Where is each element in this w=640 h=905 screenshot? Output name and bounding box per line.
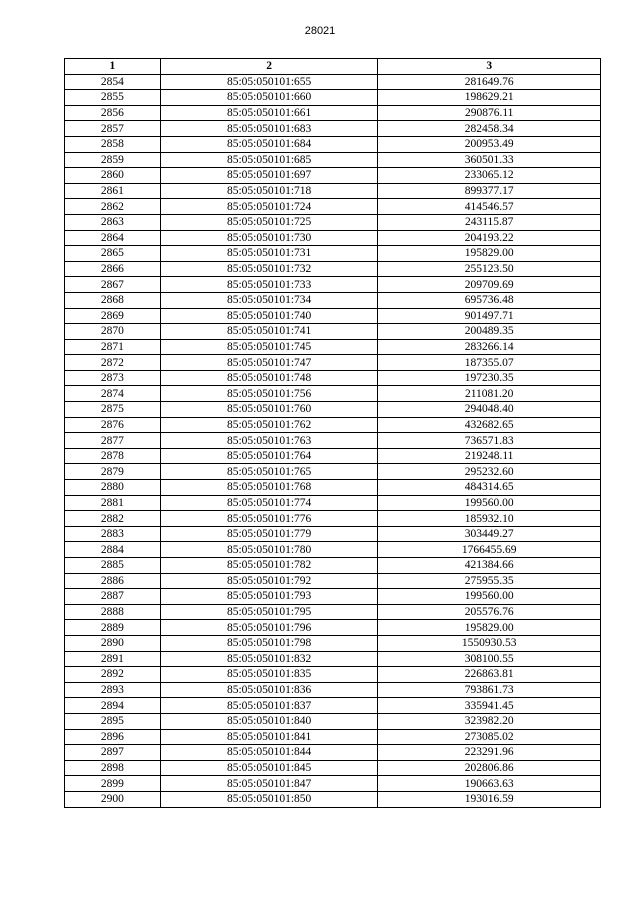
value-cell: 295232.60: [378, 464, 601, 480]
row-number-cell: 2897: [65, 745, 161, 761]
row-number-cell: 2870: [65, 324, 161, 340]
value-cell: 484314.65: [378, 480, 601, 496]
table-row: [65, 682, 601, 698]
table-row: [65, 74, 601, 90]
value-cell: 899377.17: [378, 183, 601, 199]
cadastral-number-cell: 85:05:050101:730: [160, 230, 378, 246]
table-row: [65, 558, 601, 574]
row-number-cell: 2878: [65, 448, 161, 464]
value-cell: 323982.20: [378, 713, 601, 729]
row-number-cell: 2867: [65, 277, 161, 293]
table-row: [65, 542, 601, 558]
cadastral-number-cell: 85:05:050101:731: [160, 246, 378, 262]
value-cell: 290876.11: [378, 105, 601, 121]
cadastral-number-cell: 85:05:050101:740: [160, 308, 378, 324]
value-cell: 421384.66: [378, 558, 601, 574]
cadastral-number-cell: 85:05:050101:782: [160, 558, 378, 574]
table-row: [65, 448, 601, 464]
table-row: [65, 620, 601, 636]
value-cell: 202806.86: [378, 760, 601, 776]
table-row: [65, 480, 601, 496]
table-row: [65, 791, 601, 807]
table-row: [65, 698, 601, 714]
table-row: [65, 760, 601, 776]
value-cell: 198629.21: [378, 90, 601, 106]
cadastral-number-cell: 85:05:050101:732: [160, 261, 378, 277]
row-number-cell: 2894: [65, 698, 161, 714]
row-number-cell: 2865: [65, 246, 161, 262]
value-cell: 335941.45: [378, 698, 601, 714]
cadastral-number-cell: 85:05:050101:835: [160, 667, 378, 683]
cadastral-number-cell: 85:05:050101:724: [160, 199, 378, 215]
value-cell: 223291.96: [378, 745, 601, 761]
cadastral-number-cell: 85:05:050101:844: [160, 745, 378, 761]
cadastral-number-cell: 85:05:050101:795: [160, 604, 378, 620]
value-cell: 294048.40: [378, 402, 601, 418]
column-header-2: 2: [160, 59, 378, 75]
value-cell: 360501.33: [378, 152, 601, 168]
value-cell: 1766455.69: [378, 542, 601, 558]
cadastral-number-cell: 85:05:050101:734: [160, 292, 378, 308]
table-row: [65, 464, 601, 480]
row-number-cell: 2876: [65, 417, 161, 433]
row-number-cell: 2873: [65, 370, 161, 386]
value-cell: 281649.76: [378, 74, 601, 90]
row-number-cell: 2868: [65, 292, 161, 308]
data-table: [64, 58, 601, 808]
row-number-cell: 2889: [65, 620, 161, 636]
row-number-cell: 2860: [65, 168, 161, 184]
table-row: [65, 183, 601, 199]
value-cell: 275955.35: [378, 573, 601, 589]
cadastral-number-cell: 85:05:050101:684: [160, 136, 378, 152]
value-cell: 190663.63: [378, 776, 601, 792]
table-body: [65, 74, 601, 807]
value-cell: 205576.76: [378, 604, 601, 620]
value-cell: 185932.10: [378, 511, 601, 527]
table-row: [65, 745, 601, 761]
row-number-cell: 2892: [65, 667, 161, 683]
value-cell: 303449.27: [378, 526, 601, 542]
value-cell: 308100.55: [378, 651, 601, 667]
row-number-cell: 2858: [65, 136, 161, 152]
row-number-cell: 2882: [65, 511, 161, 527]
table-row: [65, 214, 601, 230]
cadastral-number-cell: 85:05:050101:798: [160, 635, 378, 651]
value-cell: 432682.65: [378, 417, 601, 433]
cadastral-number-cell: 85:05:050101:756: [160, 386, 378, 402]
value-cell: 695736.48: [378, 292, 601, 308]
table-row: [65, 729, 601, 745]
cadastral-number-cell: 85:05:050101:780: [160, 542, 378, 558]
cadastral-number-cell: 85:05:050101:718: [160, 183, 378, 199]
table-row: [65, 417, 601, 433]
row-number-cell: 2885: [65, 558, 161, 574]
row-number-cell: 2900: [65, 791, 161, 807]
cadastral-number-cell: 85:05:050101:747: [160, 355, 378, 371]
cadastral-number-cell: 85:05:050101:763: [160, 433, 378, 449]
value-cell: 200489.35: [378, 324, 601, 340]
table-row: [65, 90, 601, 106]
value-cell: 187355.07: [378, 355, 601, 371]
table-row: [65, 324, 601, 340]
row-number-cell: 2881: [65, 495, 161, 511]
table-row: [65, 402, 601, 418]
cadastral-number-cell: 85:05:050101:836: [160, 682, 378, 698]
table-row: [65, 292, 601, 308]
row-number-cell: 2891: [65, 651, 161, 667]
table-row: [65, 713, 601, 729]
table-row: [65, 604, 601, 620]
column-header-1: 1: [65, 59, 161, 75]
row-number-cell: 2887: [65, 589, 161, 605]
row-number-cell: 2857: [65, 121, 161, 137]
table-row: [65, 776, 601, 792]
row-number-cell: 2896: [65, 729, 161, 745]
row-number-cell: 2866: [65, 261, 161, 277]
row-number-cell: 2871: [65, 339, 161, 355]
table-header-row: [65, 59, 601, 75]
value-cell: 901497.71: [378, 308, 601, 324]
value-cell: 209709.69: [378, 277, 601, 293]
cadastral-number-cell: 85:05:050101:660: [160, 90, 378, 106]
table-row: [65, 246, 601, 262]
value-cell: 200953.49: [378, 136, 601, 152]
row-number-cell: 2874: [65, 386, 161, 402]
value-cell: 255123.50: [378, 261, 601, 277]
row-number-cell: 2862: [65, 199, 161, 215]
table-row: [65, 526, 601, 542]
cadastral-number-cell: 85:05:050101:764: [160, 448, 378, 464]
table-row: [65, 230, 601, 246]
row-number-cell: 2899: [65, 776, 161, 792]
cadastral-number-cell: 85:05:050101:837: [160, 698, 378, 714]
row-number-cell: 2890: [65, 635, 161, 651]
cadastral-number-cell: 85:05:050101:683: [160, 121, 378, 137]
cadastral-number-cell: 85:05:050101:748: [160, 370, 378, 386]
value-cell: 193016.59: [378, 791, 601, 807]
value-cell: 736571.83: [378, 433, 601, 449]
cadastral-number-cell: 85:05:050101:745: [160, 339, 378, 355]
cadastral-number-cell: 85:05:050101:661: [160, 105, 378, 121]
table-row: [65, 511, 601, 527]
table-row: [65, 495, 601, 511]
value-cell: 211081.20: [378, 386, 601, 402]
table-row: [65, 355, 601, 371]
table-row: [65, 121, 601, 137]
cadastral-number-cell: 85:05:050101:765: [160, 464, 378, 480]
value-cell: 273085.02: [378, 729, 601, 745]
row-number-cell: 2888: [65, 604, 161, 620]
table-row: [65, 589, 601, 605]
value-cell: 197230.35: [378, 370, 601, 386]
row-number-cell: 2869: [65, 308, 161, 324]
row-number-cell: 2856: [65, 105, 161, 121]
page-number: 28021: [304, 25, 336, 37]
cadastral-number-cell: 85:05:050101:685: [160, 152, 378, 168]
cadastral-number-cell: 85:05:050101:841: [160, 729, 378, 745]
cadastral-number-cell: 85:05:050101:733: [160, 277, 378, 293]
value-cell: 243115.87: [378, 214, 601, 230]
table-row: [65, 651, 601, 667]
table-row: [65, 199, 601, 215]
value-cell: 283266.14: [378, 339, 601, 355]
table-row: [65, 635, 601, 651]
row-number-cell: 2864: [65, 230, 161, 246]
row-number-cell: 2893: [65, 682, 161, 698]
row-number-cell: 2898: [65, 760, 161, 776]
row-number-cell: 2859: [65, 152, 161, 168]
row-number-cell: 2877: [65, 433, 161, 449]
table-row: [65, 386, 601, 402]
value-cell: 793861.73: [378, 682, 601, 698]
column-header-3: 3: [378, 59, 601, 75]
table-row: [65, 136, 601, 152]
row-number-cell: 2880: [65, 480, 161, 496]
table-row: [65, 667, 601, 683]
row-number-cell: 2854: [65, 74, 161, 90]
row-number-cell: 2884: [65, 542, 161, 558]
table-row: [65, 152, 601, 168]
cadastral-number-cell: 85:05:050101:762: [160, 417, 378, 433]
cadastral-number-cell: 85:05:050101:779: [160, 526, 378, 542]
cadastral-number-cell: 85:05:050101:850: [160, 791, 378, 807]
value-cell: 226863.81: [378, 667, 601, 683]
row-number-cell: 2895: [65, 713, 161, 729]
cadastral-number-cell: 85:05:050101:655: [160, 74, 378, 90]
row-number-cell: 2863: [65, 214, 161, 230]
value-cell: 1550930.53: [378, 635, 601, 651]
cadastral-number-cell: 85:05:050101:697: [160, 168, 378, 184]
table-row: [65, 308, 601, 324]
row-number-cell: 2875: [65, 402, 161, 418]
value-cell: 204193.22: [378, 230, 601, 246]
value-cell: 195829.00: [378, 246, 601, 262]
value-cell: 199560.00: [378, 589, 601, 605]
table-row: [65, 168, 601, 184]
value-cell: 282458.34: [378, 121, 601, 137]
row-number-cell: 2883: [65, 526, 161, 542]
value-cell: 195829.00: [378, 620, 601, 636]
cadastral-number-cell: 85:05:050101:725: [160, 214, 378, 230]
cadastral-number-cell: 85:05:050101:792: [160, 573, 378, 589]
table-row: [65, 339, 601, 355]
cadastral-number-cell: 85:05:050101:845: [160, 760, 378, 776]
table-row: [65, 105, 601, 121]
value-cell: 414546.57: [378, 199, 601, 215]
table-row: [65, 261, 601, 277]
row-number-cell: 2861: [65, 183, 161, 199]
cadastral-number-cell: 85:05:050101:776: [160, 511, 378, 527]
table-row: [65, 433, 601, 449]
cadastral-number-cell: 85:05:050101:847: [160, 776, 378, 792]
table-row: [65, 573, 601, 589]
value-cell: 233065.12: [378, 168, 601, 184]
cadastral-number-cell: 85:05:050101:774: [160, 495, 378, 511]
table-row: [65, 370, 601, 386]
row-number-cell: 2886: [65, 573, 161, 589]
cadastral-number-cell: 85:05:050101:793: [160, 589, 378, 605]
cadastral-number-cell: 85:05:050101:741: [160, 324, 378, 340]
table-row: [65, 277, 601, 293]
value-cell: 199560.00: [378, 495, 601, 511]
value-cell: 219248.11: [378, 448, 601, 464]
cadastral-number-cell: 85:05:050101:796: [160, 620, 378, 636]
row-number-cell: 2872: [65, 355, 161, 371]
cadastral-number-cell: 85:05:050101:840: [160, 713, 378, 729]
row-number-cell: 2879: [65, 464, 161, 480]
cadastral-number-cell: 85:05:050101:768: [160, 480, 378, 496]
row-number-cell: 2855: [65, 90, 161, 106]
cadastral-number-cell: 85:05:050101:832: [160, 651, 378, 667]
cadastral-number-cell: 85:05:050101:760: [160, 402, 378, 418]
